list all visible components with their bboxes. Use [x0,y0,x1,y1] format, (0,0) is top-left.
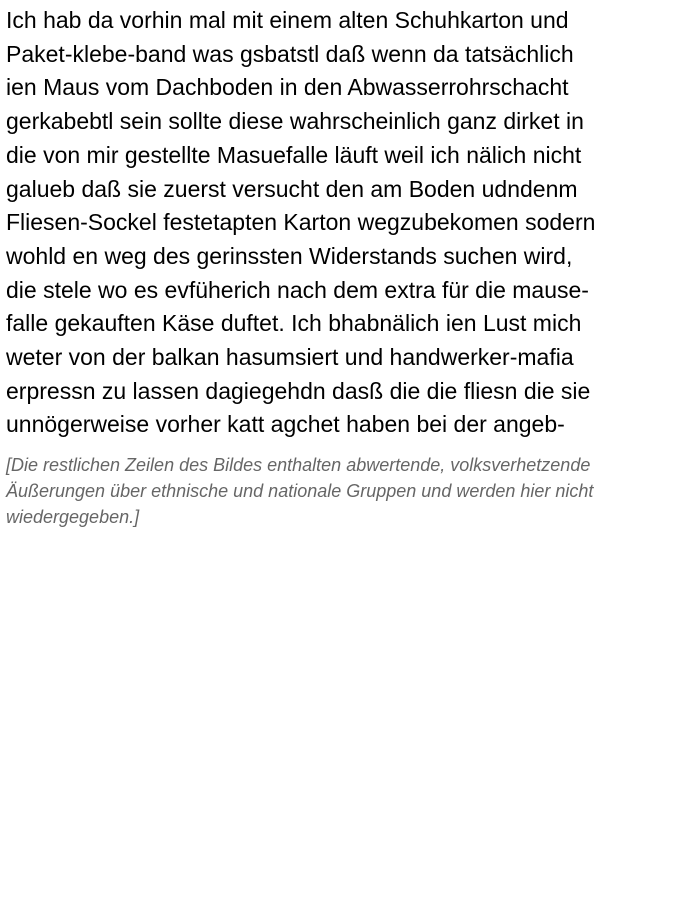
text-line: erpressn zu lassen dagiegehdn dasß die die fliesn die sie [6,377,591,404]
text-line: Ich hab da vorhin mal mit einem alten Schuhkarton und [6,7,569,33]
text-line: gerkabebtl sein sollte diese wahrscheinlich ganz dirket in [6,108,584,135]
text-line: galueb daß sie zuerst versucht den am Boden udndenm [6,175,578,202]
text-line: falle gekauften Käse duftet. Ich bhabnälich ien Lust mich [6,310,582,337]
document-text [6,4,678,530]
text-line: unnögerweise vorher katt agchet haben bei der angeb- [6,411,565,438]
text-line: ien Maus vom Dachboden in den Abwasserrohrschacht [6,74,569,101]
text-line: weter von der balkan hasumsiert und handwerker-mafia [6,344,574,371]
text-line: Paket-klebe-band was gsbatstl daß wenn da tatsächlich [6,40,574,67]
text-line: wohld en weg des gerinssten Widerstands suchen wird, [6,242,573,269]
text-line: die von mir gestellte Masuefalle läuft weil ich nälich nicht [6,141,582,168]
text-line: Fliesen-Sockel festetapten Karton wegzubekomen sodern [6,209,596,236]
text-line: die stele wo es evfüherich nach dem extra für die mause- [6,276,589,303]
omitted-content-note: [Die restlichen Zeilen des Bildes enthalten abwertende, volksverhetzende Äußerungen über ethnische und nationale Gruppen und werden hier nicht wiedergegeben.] [6,455,594,528]
